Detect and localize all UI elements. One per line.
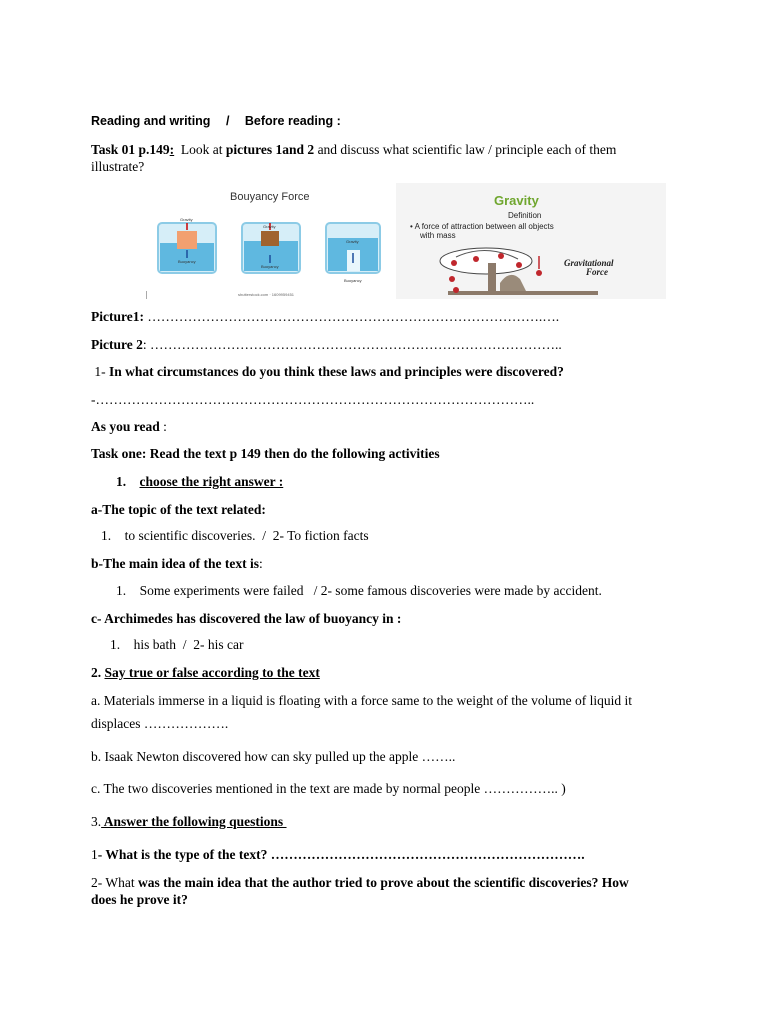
true-false-a-line2: displaces ………………. bbox=[91, 716, 229, 731]
question-b bbox=[91, 555, 263, 572]
beaker1-top-label: Gravity bbox=[180, 217, 193, 222]
as-you-read bbox=[91, 418, 167, 435]
question-2 bbox=[91, 874, 629, 891]
question-2-text1: was the main idea that the author tried to prove about the scientific discoveries? How bbox=[138, 875, 629, 890]
question-a-options: 1. to scientific discoveries. / 2- To fiction facts bbox=[101, 528, 369, 543]
task01-label: Task 01 p.149 bbox=[91, 142, 170, 157]
buoyancy-title: Bouyancy Force bbox=[230, 191, 310, 203]
buoyancy-force-picture bbox=[146, 183, 391, 299]
pictures-figure bbox=[146, 183, 666, 299]
heading-reading-writing: Reading and writing bbox=[91, 114, 211, 128]
question-2-num: 2- What bbox=[91, 875, 138, 890]
picture2-dots: : ……………………………………………………………………………….. bbox=[142, 337, 562, 352]
question-2-cont: does he prove it? bbox=[91, 892, 188, 907]
question-1-text: - What is the type of the text? ……………………………………………………………. bbox=[97, 847, 585, 862]
task01-bold: pictures 1and 2 bbox=[225, 142, 315, 157]
task01-instruction bbox=[91, 141, 616, 158]
question-a-label: a-The topic of the text related: bbox=[91, 502, 266, 517]
image-credit: shutterstock.com · 1609959451 bbox=[238, 292, 295, 297]
beaker3-bottom-label: Buoyancy bbox=[344, 278, 362, 283]
answer-dotted-line: -…………………………………………………………………………………….. bbox=[91, 392, 535, 407]
question-c-options: 1. his bath / 2- his car bbox=[110, 637, 244, 652]
question-b-colon: : bbox=[259, 556, 263, 571]
picture1-label: Picture1: bbox=[91, 309, 144, 324]
task01-instruction-cont: illustrate? bbox=[91, 159, 145, 174]
question-c-label: c- Archimedes has discovered the law of buoyancy in : bbox=[91, 611, 402, 626]
gravitational-force-line2: Force bbox=[586, 267, 608, 277]
question-b-label: b-The main idea of the text is bbox=[91, 556, 259, 571]
activity1-heading bbox=[116, 473, 283, 490]
gravity-picture bbox=[396, 183, 666, 299]
question-1 bbox=[91, 846, 585, 863]
task-one-instruction: Task one: Read the text p 149 then do the following activities bbox=[91, 446, 440, 461]
picture2-label: Picture 2 bbox=[91, 337, 143, 352]
heading-before-reading: Before reading : bbox=[244, 114, 341, 128]
question-circumstances-text: In what circumstances do you think these laws and principles were discovered? bbox=[109, 364, 564, 379]
as-you-read-colon: : bbox=[159, 419, 167, 434]
beaker-3 bbox=[326, 223, 380, 283]
beaker-2 bbox=[242, 223, 300, 273]
question-circumstances-num: 1- bbox=[91, 364, 109, 379]
activity2-title: Say true or false according to the text bbox=[104, 665, 320, 680]
activity1-title: choose the right answer : bbox=[139, 474, 284, 489]
beaker1-bottom-label: Buoyancy bbox=[178, 259, 196, 264]
task01-text2: and discuss what scientific law / principle each of them bbox=[314, 142, 617, 157]
gravity-definition-label: Definition bbox=[508, 211, 542, 220]
task01-text1: Look at bbox=[174, 142, 226, 157]
gravity-title: Gravity bbox=[494, 193, 539, 208]
true-false-a-line1: a. Materials immerse in a liquid is floating with a force same to the weight of the volume of liquid it bbox=[91, 693, 632, 708]
activity3-num: 3. bbox=[91, 814, 102, 829]
picture1-dots: …………………………………………………………………………….…. bbox=[143, 309, 560, 324]
activity2-heading bbox=[91, 664, 320, 681]
newton-tree-illustration bbox=[440, 248, 598, 295]
question-1-num: 1 bbox=[91, 847, 98, 862]
activity2-num: 2. bbox=[91, 665, 105, 680]
picture2-line bbox=[91, 336, 562, 353]
gravity-definition-line1: • A force of attraction between all objects bbox=[410, 222, 554, 231]
beaker2-bottom-label: Buoyancy bbox=[261, 264, 279, 269]
section-heading bbox=[91, 113, 341, 130]
question-b-options: 1. Some experiments were failed / 2- some famous discoveries were made by accident. bbox=[116, 583, 602, 598]
activity3-heading bbox=[91, 813, 287, 830]
as-you-read-label: As you read bbox=[91, 419, 160, 434]
activity1-num: 1. bbox=[116, 474, 127, 489]
gravitational-force-line1: Gravitational bbox=[564, 258, 614, 268]
task01-colon: : bbox=[169, 142, 175, 157]
picture1-line bbox=[91, 308, 559, 325]
question-circumstances bbox=[91, 363, 564, 380]
gravity-definition-line2: with mass bbox=[420, 231, 456, 240]
true-false-b: b. Isaak Newton discovered how can sky pulled up the apple …….. bbox=[91, 749, 456, 764]
beaker-1 bbox=[158, 217, 216, 273]
beaker3-top-label: Gravity bbox=[346, 239, 359, 244]
beaker2-top-label: Gravity bbox=[263, 224, 276, 229]
heading-separator: / bbox=[225, 114, 230, 128]
activity3-title: Answer the following questions bbox=[101, 814, 287, 829]
true-false-c: c. The two discoveries mentioned in the text are made by normal people …………….. ) bbox=[91, 781, 566, 796]
